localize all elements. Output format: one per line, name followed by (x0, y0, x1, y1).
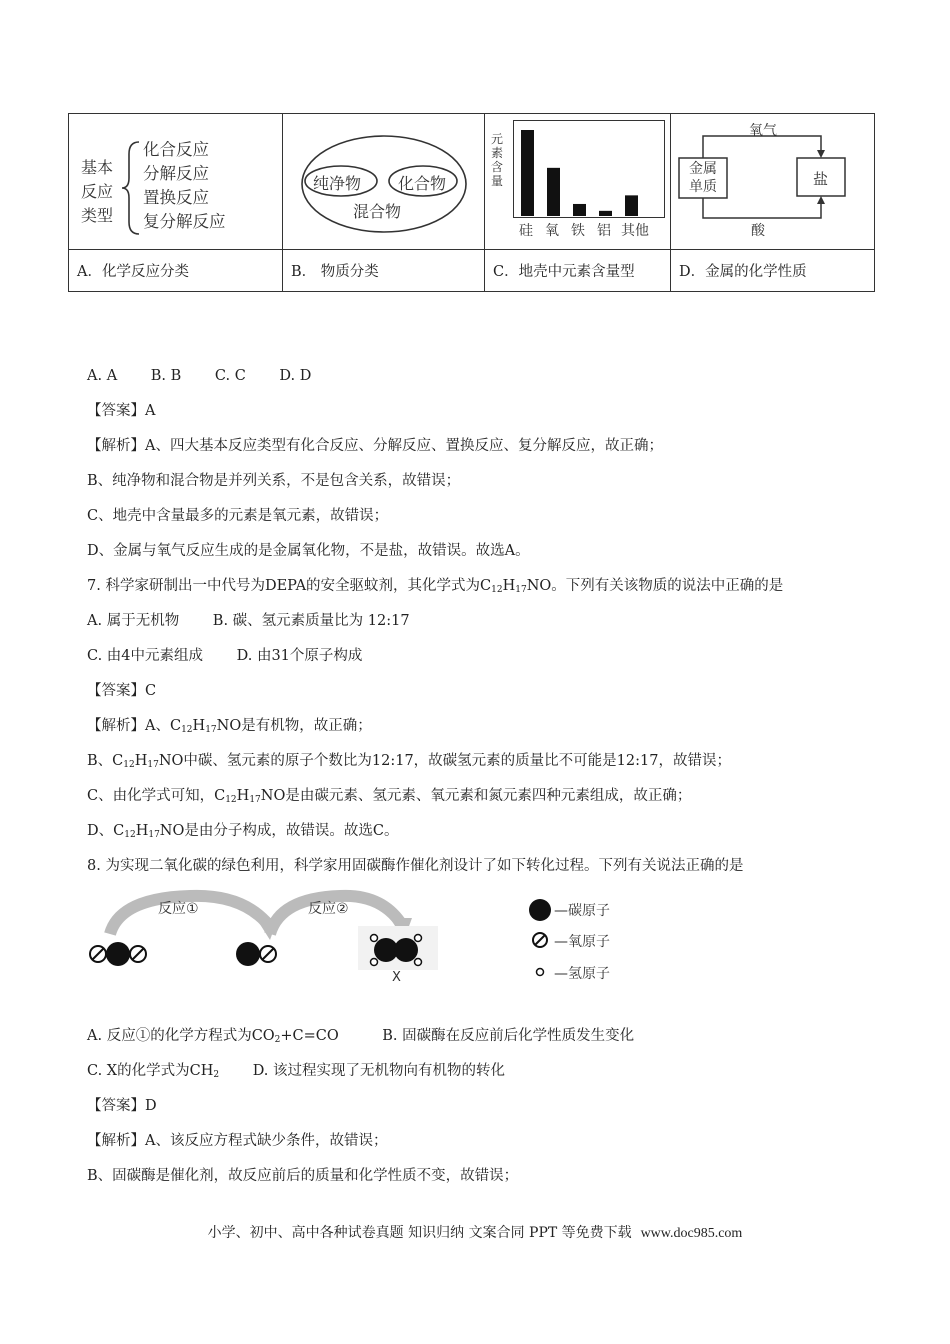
q7-analysis-c: C、由化学式可知，$C_{12}H_{17}NO$是由碳元素、氢元素、氧元素和氮元素四种元素组成，故正确； (87, 788, 692, 805)
legend-hydrogen: —氢原子 (554, 966, 610, 982)
q6-options: A. A B. B C. C D. D (87, 368, 312, 384)
q6-analysis-a: 【解析】A、四大基本反应类型有化合反应、分解反应、置换反应、复分解反应，故正确； (87, 438, 663, 454)
reaction1-label: 反应① (158, 901, 199, 917)
y-axis-label: 元素含量 (491, 132, 504, 188)
mixture-label: 混合物 (353, 202, 402, 221)
q8-analysis-b: B、固碳酶是催化剂，故反应前后的质量和化学性质不变，故错误； (87, 1168, 519, 1184)
legend-oxygen: —氧原子 (554, 934, 610, 950)
q8-analysis-a: 【解析】A、该反应方程式缺少条件，故错误； (87, 1133, 388, 1149)
legend-carbon: —碳原子 (554, 903, 610, 919)
bar-1 (547, 168, 560, 216)
caption-b: B． 物质分类 (283, 250, 485, 292)
footer-link[interactable]: www.doc985.com (640, 1226, 743, 1241)
q6-analysis-b: B、纯净物和混合物是并列关系，不是包含关系，故错误； (87, 473, 461, 489)
bar-3 (599, 211, 612, 216)
q6-analysis-c: C、地壳中含量最多的元素是氧元素，故错误； (87, 508, 389, 524)
carbon-atom-icon (529, 899, 551, 921)
page-footer (0, 1222, 950, 1242)
q8-answer: 【答案】D (87, 1098, 157, 1114)
caption-d: D．金属的化学性质 (671, 250, 875, 292)
cell-d-figure (671, 114, 875, 250)
x-tick-label: 铁 (571, 223, 585, 239)
cell-b-figure (283, 114, 485, 250)
oxygen-label: 氧气 (749, 123, 777, 139)
metal-element-label: 金属单质 (689, 161, 717, 195)
element-content-chart (513, 120, 665, 218)
q7-options-ab: A. 属于无机物 B. 碳、氢元素质量比为 12:17 (87, 613, 410, 629)
q6-answer: 【答案】A (87, 403, 156, 419)
pure-substance-label: 纯净物 (313, 174, 362, 193)
q7-analysis-b: B、$C_{12}H_{17}NO$中碳、氢元素的原子个数比为12:17，故碳氢元素的质量比不可能是12:17，故错误； (87, 753, 731, 770)
q8-options-cd: C. X的化学式为$CH_2$ D. 该过程实现了无机物向有机物的转化 (87, 1063, 506, 1080)
q8-reaction-diagram (80, 888, 640, 988)
cell-a-figure (69, 114, 283, 250)
bar-4 (625, 195, 638, 216)
q6-analysis-d: D、金属与氧气反应生成的是金属氧化物，不是盐，故错误。故选A。 (87, 543, 530, 559)
bar-2 (573, 204, 586, 216)
salt-label: 盐 (813, 170, 829, 188)
bar-0 (521, 130, 534, 216)
reaction-type-list: 化合反应 分解反应 置换反应 复分解反应 (143, 140, 226, 231)
q7-analysis-a: 【解析】A、$C_{12}H_{17}NO$是有机物，故正确； (87, 718, 372, 735)
q7-answer: 【答案】C (87, 683, 157, 699)
q7-stem: 7. 科学家研制出一中代号为DEPA的安全驱蚊剂，其化学式为$C_{12}H_{17}NO$。下列有关该物质的说法中正确的是 (87, 578, 784, 595)
caption-a: A．化学反应分类 (69, 250, 283, 292)
q7-options-cd: C. 由4中元素组成 D. 由31个原子构成 (87, 648, 363, 664)
footer-text: 小学、初中、高中各种试卷真题 知识归纳 文案合同 PPT 等免费下载 (207, 1225, 632, 1241)
reaction-type-label: 基本 反应 类型 (81, 158, 114, 225)
brace-icon (119, 140, 143, 236)
x-label: X (392, 970, 401, 985)
x-tick-label: 硅 (519, 223, 533, 239)
co2-molecule-icon (90, 942, 146, 966)
x-tick-label: 铝 (597, 223, 611, 239)
acid-label: 酸 (751, 223, 765, 239)
co-molecule-icon (236, 942, 276, 966)
hydrogen-atom-icon (537, 969, 544, 976)
x-tick-label: 氧 (545, 223, 559, 239)
q8-stem: 8. 为实现二氧化碳的绿色利用，科学家用固碳酶作催化剂设计了如下转化过程。下列有关说法正确的是 (87, 858, 744, 874)
cell-c-figure (485, 114, 671, 250)
q7-analysis-d: D、$C_{12}H_{17}NO$是由分子构成，故错误。故选C。 (87, 823, 399, 840)
options-table (68, 113, 875, 292)
x-tick-label: 其他 (621, 223, 649, 239)
reaction2-label: 反应② (308, 901, 349, 917)
compound-label: 化合物 (398, 174, 447, 193)
x-molecule-icon (358, 926, 438, 970)
q8-options-ab: A. 反应①的化学方程式为$CO_2+C=CO$ B. 固碳酶在反应前后化学性质发生变化 (87, 1028, 635, 1045)
caption-c: C．地壳中元素含量型 (485, 250, 671, 292)
